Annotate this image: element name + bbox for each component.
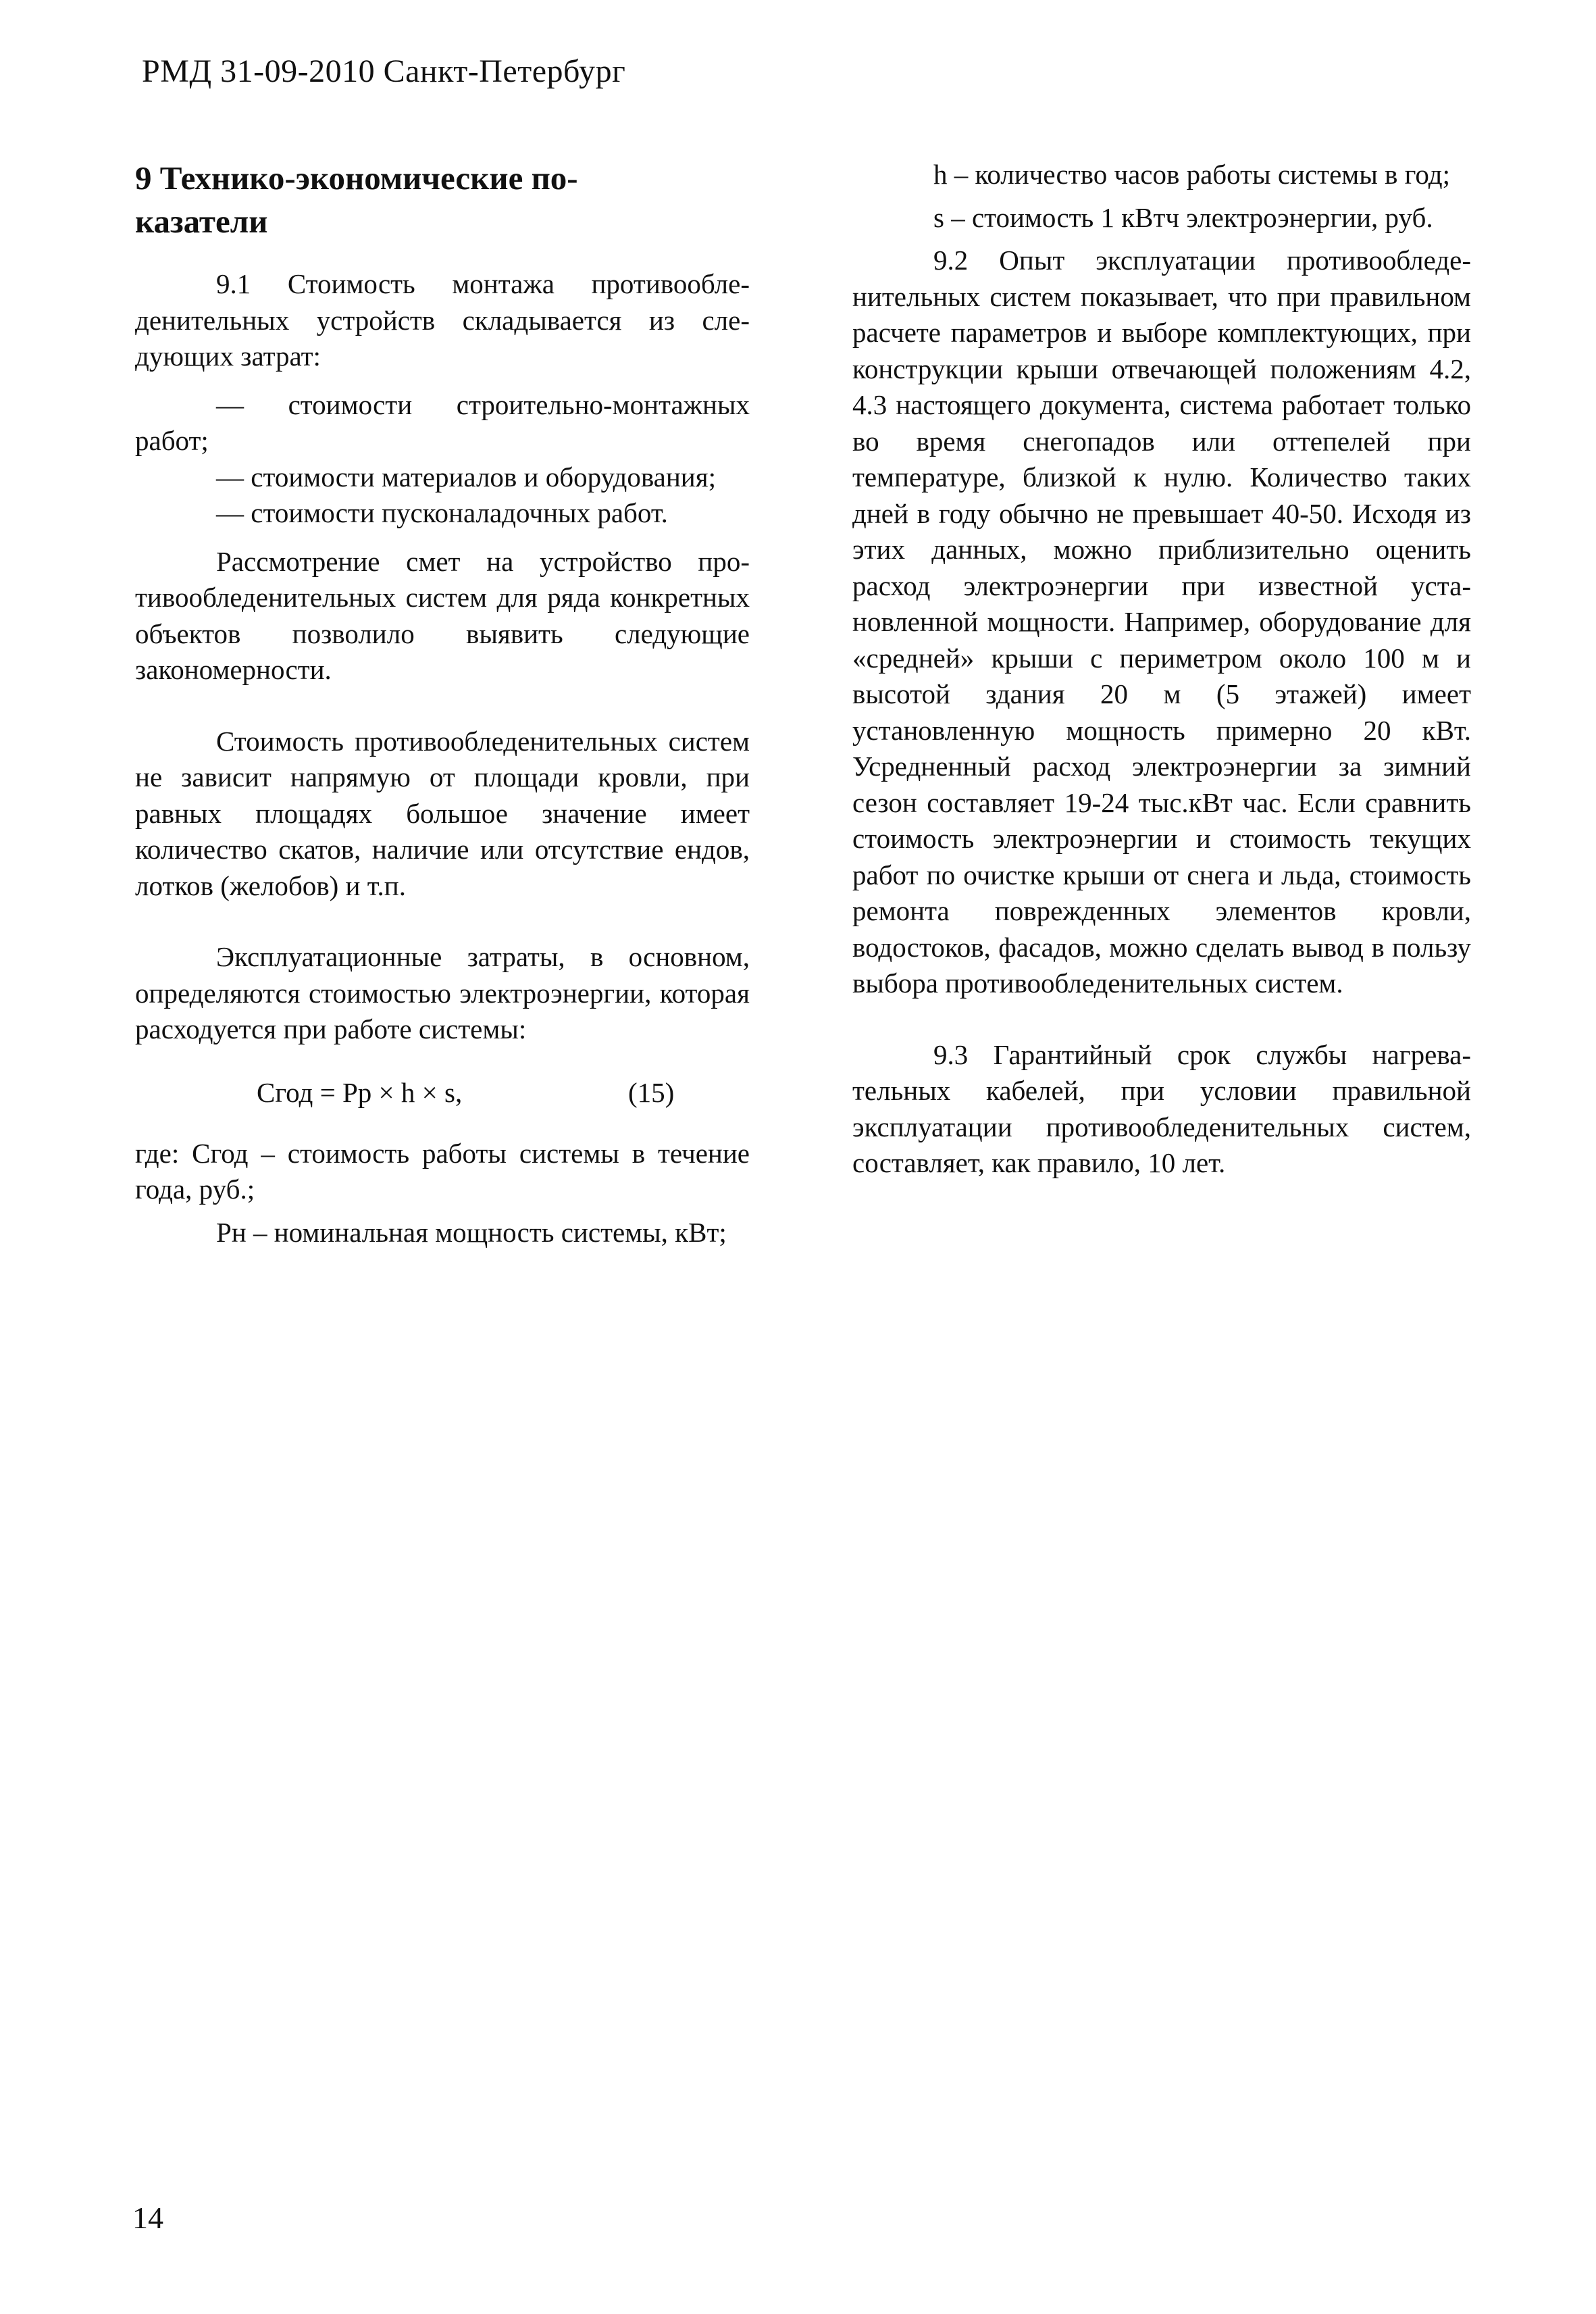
page-number: 14 bbox=[132, 2200, 163, 2235]
paragraph-9-2: 9.2 Опыт эксплуатации противообледенительных систем показывает, что при правильном расчете параметров и выборе комплектующих, при конструкции крыши отвечающей положениям 4.2, 4.3 настоящего документа, система работает только во время снегопадов или оттепелей при температуре, близкой к нулю. Количество таких дней в году обычно не превышает 40-50. Исходя из этих данных, можно приблизительно оценить расход электроэнергии при известной установленной мощности. Например, оборудование для «средней» крыши с периметром около 100 м и высотой здания 20 м (5 этажей) имеет установленную мощность примерно 20 кВт. Усредненный расход электроэнергии за зимний сезон составляет 19-24 тыс.кВт час. Если сравнить стоимость электроэнергии и стоимость текущих работ по очистке крыши от снега и льда, стоимость ремонта поврежденных элементов кровли, водостоков, фасадов, можно сделать вывод в пользу выбора противообледенительных систем. bbox=[852, 245, 1471, 999]
formula-definitions-continued bbox=[852, 157, 1471, 236]
right-column bbox=[852, 157, 1471, 1182]
paragraph-operating-costs: Эксплуатационные затраты, в основном, определяются стоимостью электроэнергии, которая расходуется при работе системы: bbox=[135, 941, 750, 1045]
list-item-commissioning: — стоимости пусконаладочных работ. bbox=[216, 497, 668, 528]
document-header: РМД 31-09-2010 Санкт-Петербург bbox=[142, 53, 626, 89]
formula-definitions bbox=[135, 1136, 750, 1251]
paragraph-cost-factors: Стоимость противообледенительных систем не зависит напрямую от площади кровли, при равных площадях большое значение имеет количество скатов, наличие или отсутствие ендов, лотков (желобов) и т.п. bbox=[135, 725, 750, 901]
cost-formula bbox=[135, 1075, 750, 1115]
section-heading-line2: казатели bbox=[135, 203, 268, 240]
formula-number: (15) bbox=[628, 1076, 675, 1108]
formula-expression: Cгод = Pр × h × s, bbox=[257, 1076, 463, 1108]
paragraph-9-1: 9.1 Стоимость монтажа противообледенительных устройств складывается из следующих затрат: bbox=[135, 268, 750, 372]
section-heading-line1: 9 Технико-экономические по- bbox=[135, 159, 578, 197]
section-heading bbox=[135, 157, 750, 243]
left-column bbox=[135, 157, 750, 1251]
paragraph-estimates: Рассмотрение смет на устройство противообледенительных систем для ряда конкретных объектов позволило выявить следующие закономерности. bbox=[135, 545, 750, 685]
paragraph-9-3: 9.3 Гарантийный срок службы нагревательных кабелей, при условии правильной эксплуатации противообледенительных систем, составляет, как правило, 10 лет. bbox=[852, 1038, 1471, 1178]
list-item-materials: — стоимости материалов и оборудования; bbox=[216, 461, 716, 493]
definition-price: s – стоимость 1 кВтч электроэнергии, руб. bbox=[933, 201, 1433, 233]
definition-hours: h – количество часов работы системы в год; bbox=[933, 159, 1451, 190]
definition-c-year: где: Cгод – стоимость работы системы в течение года, руб.; bbox=[135, 1137, 750, 1205]
definition-p-nominal: Pн – номинальная мощность системы, кВт; bbox=[216, 1216, 727, 1248]
list-item-construction: — стоимости строительно-монтажных работ; bbox=[135, 388, 750, 456]
